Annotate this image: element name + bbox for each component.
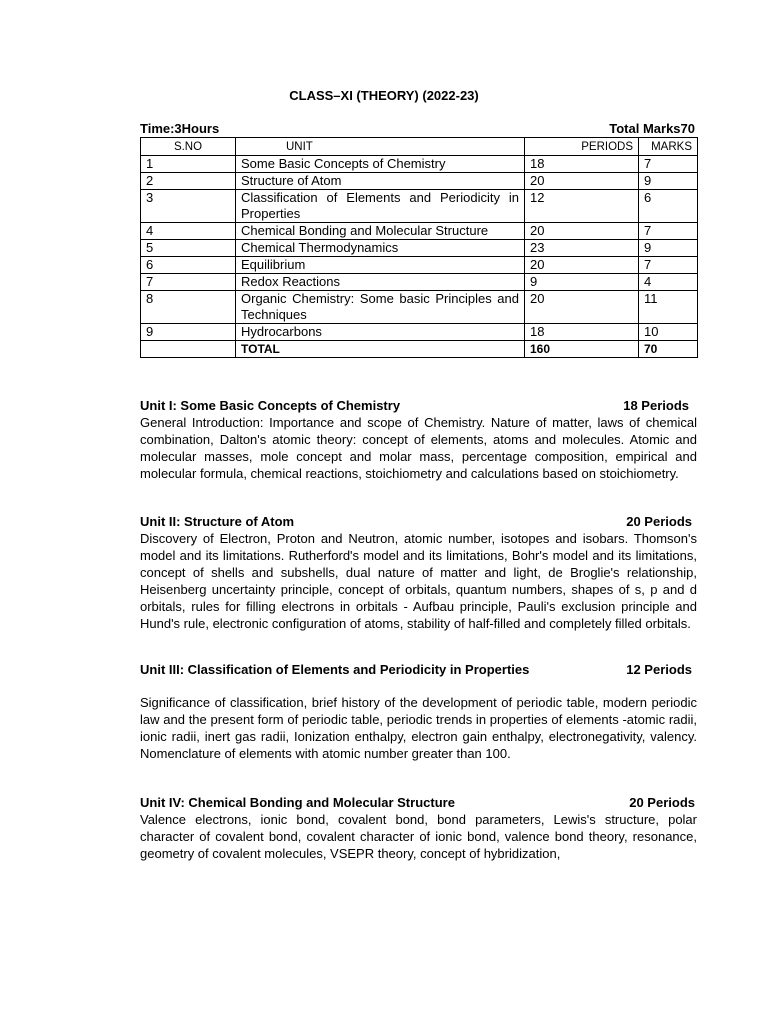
cell-sno: 8 <box>141 291 236 324</box>
cell-sno-empty <box>141 341 236 358</box>
unit-heading: Unit IV: Chemical Bonding and Molecular Structure <box>140 795 455 810</box>
cell-periods: 20 <box>525 173 639 190</box>
cell-periods: 20 <box>525 291 639 324</box>
cell-sno: 9 <box>141 324 236 341</box>
total-marks-label: Total Marks70 <box>609 121 695 136</box>
table-row <box>141 274 698 291</box>
unit-periods: 20 Periods <box>629 795 695 810</box>
unit-body: General Introduction: Importance and scope of Chemistry. Nature of matter, laws of chemical combination, Dalton's atomic theory: concept of elements, atoms and molecules. Atomic and molecular masses, mole concept and molar mass, percentage composition, empirical and molecular formula, chemical reactions, stoichiometry and calculations based on stoichiometry. <box>140 415 697 481</box>
cell-marks: 11 <box>639 291 698 324</box>
time-label: Time:3Hours <box>140 121 220 136</box>
unit-heading: Unit II: Structure of Atom <box>140 514 295 529</box>
cell-unit: Organic Chemistry: Some basic Principles and Techniques <box>236 291 525 324</box>
cell-marks: 4 <box>639 274 698 291</box>
cell-sno: 6 <box>141 257 236 274</box>
table-row <box>141 190 698 223</box>
cell-unit: Chemical Thermodynamics <box>236 240 525 257</box>
table-row <box>141 324 698 341</box>
unit-periods: 12 Periods <box>626 662 692 677</box>
unit-heading-row <box>140 661 697 678</box>
cell-marks: 7 <box>639 223 698 240</box>
total-marks: 70 <box>639 341 698 358</box>
table-row <box>141 223 698 240</box>
table-row <box>141 291 698 324</box>
cell-marks: 10 <box>639 324 698 341</box>
cell-periods: 12 <box>525 190 639 223</box>
total-label: TOTAL <box>236 341 525 358</box>
unit-heading-row <box>140 397 697 414</box>
table-total-row <box>141 341 698 358</box>
cell-unit: Redox Reactions <box>236 274 525 291</box>
cell-sno: 2 <box>141 173 236 190</box>
cell-periods: 9 <box>525 274 639 291</box>
cell-sno: 7 <box>141 274 236 291</box>
cell-periods: 20 <box>525 223 639 240</box>
unit-heading: Unit III: Classification of Elements and Periodicity in Properties <box>140 662 530 677</box>
header-row <box>140 121 695 137</box>
cell-unit: Some Basic Concepts of Chemistry <box>236 156 525 173</box>
cell-sno: 3 <box>141 190 236 223</box>
unit-section-1 <box>140 397 697 482</box>
page-title: CLASS–XI (THEORY) (2022-23) <box>289 88 479 103</box>
cell-sno: 5 <box>141 240 236 257</box>
unit-body: Significance of classification, brief history of the development of periodic table, modern periodic law and the present form of periodic table, periodic trends in properties of elements -atomic radii, ionic radii, inert gas radii, Ionization enthalpy, electron gain enthalpy, electronegativity, valency. Nomenclature of elements with atomic number greater than 100. <box>140 695 697 761</box>
cell-marks: 7 <box>639 257 698 274</box>
cell-sno: 4 <box>141 223 236 240</box>
unit-body: Discovery of Electron, Proton and Neutron, atomic number, isotopes and isobars. Thomson's model and its limitations. Rutherford's model and its limitations, Bohr's model and its limitations, concept of shells and subshells, dual nature of matter and light, de Broglie's relationship, Heisenberg uncertainty principle, concept of orbitals, quantum numbers, shapes of s, p and d orbitals, rules for filling electrons in orbitals - Aufbau principle, Pauli's exclusion principle and Hund's rule, electronic configuration of atoms, stability of half-filled and completely filled orbitals. <box>140 531 697 631</box>
unit-section-4 <box>140 794 697 862</box>
cell-periods: 23 <box>525 240 639 257</box>
cell-unit: Equilibrium <box>236 257 525 274</box>
cell-unit: Hydrocarbons <box>236 324 525 341</box>
unit-periods: 20 Periods <box>626 514 692 529</box>
cell-periods: 18 <box>525 156 639 173</box>
syllabus-table <box>140 137 698 358</box>
table-row <box>141 173 698 190</box>
cell-marks: 6 <box>639 190 698 223</box>
unit-section-2 <box>140 513 697 632</box>
unit-body: Valence electrons, ionic bond, covalent bond, bond parameters, Lewis's structure, polar character of covalent bond, covalent character of ionic bond, valence bond theory, resonance, geometry of covalent molecules, VSEPR theory, concept of hybridization, <box>140 812 697 861</box>
cell-periods: 18 <box>525 324 639 341</box>
cell-unit: Structure of Atom <box>236 173 525 190</box>
unit-heading: Unit I: Some Basic Concepts of Chemistry <box>140 398 401 413</box>
table-header-row <box>141 138 698 156</box>
cell-periods: 20 <box>525 257 639 274</box>
header-sno: S.NO <box>141 138 236 156</box>
unit-heading-row <box>140 794 697 811</box>
cell-marks: 9 <box>639 173 698 190</box>
table-row <box>141 257 698 274</box>
unit-section-3 <box>140 661 697 762</box>
table-row <box>141 156 698 173</box>
cell-marks: 7 <box>639 156 698 173</box>
cell-unit: Classification of Elements and Periodicity in Properties <box>236 190 525 223</box>
cell-marks: 9 <box>639 240 698 257</box>
header-marks: MARKS <box>639 138 698 156</box>
cell-sno: 1 <box>141 156 236 173</box>
cell-unit: Chemical Bonding and Molecular Structure <box>236 223 525 240</box>
total-periods: 160 <box>525 341 639 358</box>
unit-periods: 18 Periods <box>623 398 689 413</box>
unit-heading-row <box>140 513 697 530</box>
header-unit: UNIT <box>236 138 525 156</box>
table-row <box>141 240 698 257</box>
header-periods: PERIODS <box>525 138 639 156</box>
